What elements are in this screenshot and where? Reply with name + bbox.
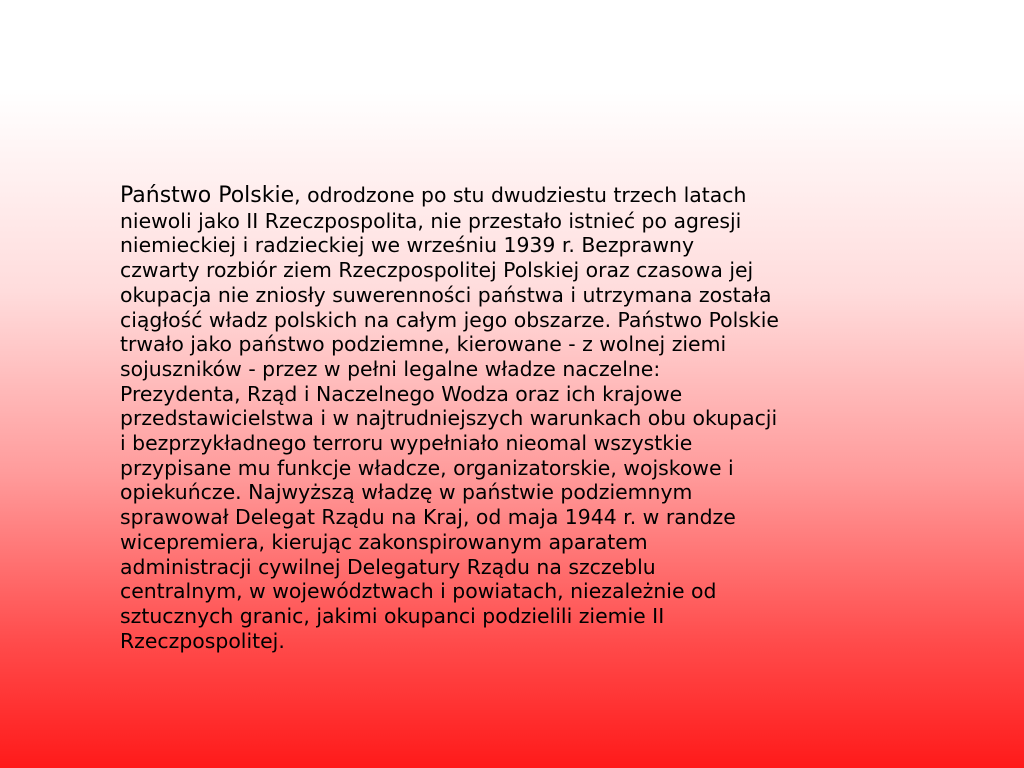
body-paragraph	[120, 183, 976, 653]
paragraph-line: administracji cywilnej Delegatury Rządu na szczeblu	[120, 554, 656, 579]
paragraph-line: Rzeczpospolitej.	[120, 628, 285, 653]
paragraph-line: niemieckiej i radzieckiej we wrześniu 1939 r. Bezprawny	[120, 233, 695, 258]
paragraph-line: niewoli jako II Rzeczpospolita, nie przestało istnieć po agresji	[120, 208, 742, 233]
paragraph-line: opiekuńcze. Najwyższą władzę w państwie podziemnym	[120, 480, 693, 505]
paragraph-line: czwarty rozbiór ziem Rzeczpospolitej Polskiej oraz czasowa jej	[120, 258, 754, 283]
lead-phrase: Państwo Polskie	[120, 183, 295, 208]
paragraph-line: wicepremiera, kierując zakonspirowanym aparatem	[120, 529, 648, 554]
paragraph-line: sojuszników - przez w pełni legalne władze naczelne:	[120, 356, 661, 381]
paragraph-line: okupacja nie zniosły suwerenności państwa i utrzymana została	[120, 282, 772, 307]
paragraph-line: przedstawicielstwa i w najtrudniejszych warunkach obu okupacji	[120, 406, 778, 431]
paragraph-line: centralnym, w województwach i powiatach, niezależnie od	[120, 579, 717, 604]
paragraph-line-1-text: , odrodzone po stu dwudziestu trzech latach	[294, 183, 747, 207]
paragraph-line: sztucznych granic, jakimi okupanci podzielili ziemie II	[120, 603, 665, 628]
paragraph-line: przypisane mu funkcje władcze, organizatorskie, wojskowe i	[120, 455, 734, 480]
paragraph-line: sprawował Delegat Rządu na Kraj, od maja 1944 r. w randze	[120, 505, 736, 530]
paragraph-line: ciągłość władz polskich na całym jego obszarze. Państwo Polskie	[120, 307, 779, 332]
paragraph-line: i bezprzykładnego terroru wypełniało nieomal wszystkie	[120, 431, 693, 456]
paragraph-line: Prezydenta, Rząd i Naczelnego Wodza oraz ich krajowe	[120, 381, 683, 406]
paragraph-line: trwało jako państwo podziemne, kierowane - z wolnej ziemi	[120, 332, 727, 357]
paragraph-line-1	[120, 183, 976, 209]
